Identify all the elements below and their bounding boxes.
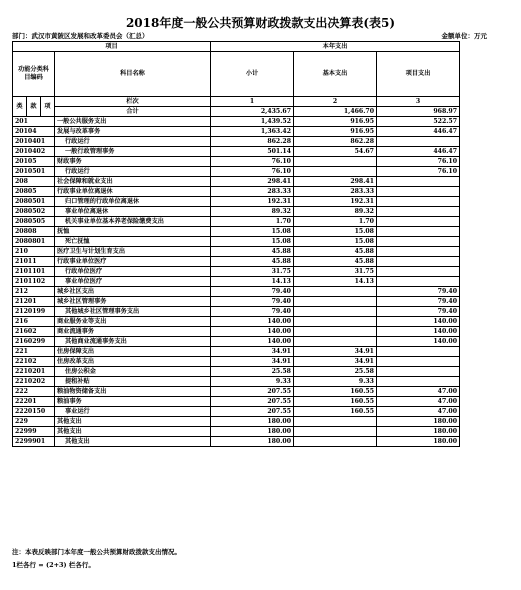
row-project: 79.40 <box>377 297 460 307</box>
row-basic <box>294 167 377 177</box>
row-subtotal: 283.33 <box>211 187 294 197</box>
table-row <box>13 137 460 147</box>
row-subtotal: 79.40 <box>211 307 294 317</box>
header-col2: 2 <box>294 97 377 107</box>
total-project: 968.97 <box>377 107 460 117</box>
row-basic <box>294 307 377 317</box>
row-subject-name: 行政事业单位离退休 <box>55 187 211 197</box>
row-project: 79.40 <box>377 307 460 317</box>
row-code: 2210201 <box>13 367 55 377</box>
row-basic: 283.33 <box>294 187 377 197</box>
row-code: 21602 <box>13 327 55 337</box>
row-code: 2080502 <box>13 207 55 217</box>
table-row <box>13 387 460 397</box>
row-subtotal: 180.00 <box>211 417 294 427</box>
table-row <box>13 347 460 357</box>
row-subject-name: 事业单位离退休 <box>55 207 211 217</box>
row-subject-name: 发展与改革事务 <box>55 127 211 137</box>
table-row <box>13 437 460 447</box>
table-row <box>13 417 460 427</box>
row-subtotal: 207.55 <box>211 407 294 417</box>
row-project <box>377 197 460 207</box>
header-xiang: 项 <box>41 97 55 117</box>
row-code: 2010501 <box>13 167 55 177</box>
header-func-code: 功能分类科目编码 <box>13 52 55 97</box>
total-label: 合计 <box>55 107 211 117</box>
row-subtotal: 45.88 <box>211 257 294 267</box>
row-code: 20104 <box>13 127 55 137</box>
report-title: 2018年度一般公共预算财政拨款支出决算表(表5) <box>125 16 396 30</box>
row-project <box>377 207 460 217</box>
row-project: 522.57 <box>377 117 460 127</box>
row-subtotal: 14.13 <box>211 277 294 287</box>
header-column-index: 栏次 <box>55 97 211 107</box>
row-project <box>377 247 460 257</box>
row-subject-name: 一般公共服务支出 <box>55 117 211 127</box>
row-subtotal: 192.31 <box>211 197 294 207</box>
row-subtotal: 501.14 <box>211 147 294 157</box>
row-project <box>377 377 460 387</box>
row-code: 21011 <box>13 257 55 267</box>
row-code: 2080801 <box>13 237 55 247</box>
row-code: 2101101 <box>13 267 55 277</box>
table-row <box>13 357 460 367</box>
row-code: 21201 <box>13 297 55 307</box>
table-row <box>13 197 460 207</box>
row-project <box>377 257 460 267</box>
row-subject-name: 其他支出 <box>55 427 211 437</box>
row-subtotal: 140.00 <box>211 317 294 327</box>
row-code: 210 <box>13 247 55 257</box>
row-code: 2120199 <box>13 307 55 317</box>
row-subtotal: 15.08 <box>211 227 294 237</box>
row-code: 2160299 <box>13 337 55 347</box>
header-col1: 1 <box>211 97 294 107</box>
row-code: 2210202 <box>13 377 55 387</box>
footnote-2: 1栏各行 = (2+3) 栏各行。 <box>12 561 95 569</box>
expenditure-table <box>12 41 460 447</box>
row-basic <box>294 327 377 337</box>
row-project <box>377 217 460 227</box>
row-basic: 1.70 <box>294 217 377 227</box>
row-project <box>377 237 460 247</box>
row-subject-name: 事业运行 <box>55 407 211 417</box>
row-basic: 916.95 <box>294 127 377 137</box>
row-project <box>377 357 460 367</box>
table-row <box>13 177 460 187</box>
header-col3: 3 <box>377 97 460 107</box>
row-code: 22102 <box>13 357 55 367</box>
row-subtotal: 1,363.42 <box>211 127 294 137</box>
row-basic: 15.08 <box>294 237 377 247</box>
table-row <box>13 217 460 227</box>
row-code: 22999 <box>13 427 55 437</box>
row-subject-name: 行政单位医疗 <box>55 267 211 277</box>
row-subtotal: 31.75 <box>211 267 294 277</box>
table-row <box>13 397 460 407</box>
row-project: 140.00 <box>377 337 460 347</box>
table-row <box>13 427 460 437</box>
row-project: 76.10 <box>377 167 460 177</box>
row-subject-name: 机关事业单位基本养老保险缴费支出 <box>55 217 211 227</box>
row-basic: 9.33 <box>294 377 377 387</box>
table-row <box>13 127 460 137</box>
row-subject-name: 提租补贴 <box>55 377 211 387</box>
row-project: 180.00 <box>377 437 460 447</box>
row-subtotal: 25.58 <box>211 367 294 377</box>
row-code: 2220150 <box>13 407 55 417</box>
row-project: 446.47 <box>377 127 460 137</box>
row-subject-name: 商业流通事务 <box>55 327 211 337</box>
row-basic: 160.55 <box>294 387 377 397</box>
row-basic <box>294 297 377 307</box>
row-project: 446.47 <box>377 147 460 157</box>
row-subtotal: 89.32 <box>211 207 294 217</box>
header-basic: 基本支出 <box>294 52 377 97</box>
row-basic <box>294 427 377 437</box>
row-basic: 54.67 <box>294 147 377 157</box>
table-row <box>13 167 460 177</box>
row-code: 212 <box>13 287 55 297</box>
row-project <box>377 177 460 187</box>
row-project: 76.10 <box>377 157 460 167</box>
row-subject-name: 其他商业流通事务支出 <box>55 337 211 347</box>
row-subject-name: 行政运行 <box>55 167 211 177</box>
row-basic <box>294 437 377 447</box>
row-basic: 34.91 <box>294 347 377 357</box>
row-subtotal: 76.10 <box>211 167 294 177</box>
row-project: 180.00 <box>377 417 460 427</box>
row-subject-name: 住房公积金 <box>55 367 211 377</box>
row-basic: 34.91 <box>294 357 377 367</box>
row-code: 208 <box>13 177 55 187</box>
table-row <box>13 407 460 417</box>
table-row <box>13 367 460 377</box>
row-subtotal: 140.00 <box>211 337 294 347</box>
row-code: 221 <box>13 347 55 357</box>
header-project-exp: 项目支出 <box>377 52 460 97</box>
row-code: 2080505 <box>13 217 55 227</box>
table-row <box>13 187 460 197</box>
table-row <box>13 377 460 387</box>
row-project <box>377 227 460 237</box>
header-current-year: 本年支出 <box>211 42 460 52</box>
row-project <box>377 277 460 287</box>
row-code: 2010402 <box>13 147 55 157</box>
row-subject-name: 行政事业单位医疗 <box>55 257 211 267</box>
row-basic: 862.28 <box>294 137 377 147</box>
row-project <box>377 267 460 277</box>
row-subject-name: 归口管理的行政单位离退休 <box>55 197 211 207</box>
row-basic: 89.32 <box>294 207 377 217</box>
table-row <box>13 247 460 257</box>
table-row <box>13 227 460 237</box>
row-basic: 14.13 <box>294 277 377 287</box>
footnote-1: 注：本表反映部门本年度一般公共预算财政拨款支出情况。 <box>12 548 181 556</box>
row-basic: 160.55 <box>294 407 377 417</box>
total-subtotal: 2,435.67 <box>211 107 294 117</box>
row-subject-name: 行政运行 <box>55 137 211 147</box>
table-row <box>13 327 460 337</box>
row-subtotal: 180.00 <box>211 437 294 447</box>
row-code: 20105 <box>13 157 55 167</box>
row-subtotal: 862.28 <box>211 137 294 147</box>
row-code: 20805 <box>13 187 55 197</box>
row-basic: 15.08 <box>294 227 377 237</box>
row-subject-name: 城乡社区管理事务 <box>55 297 211 307</box>
row-basic <box>294 337 377 347</box>
row-project: 47.00 <box>377 397 460 407</box>
row-subject-name: 事业单位医疗 <box>55 277 211 287</box>
row-project: 140.00 <box>377 317 460 327</box>
row-code: 20808 <box>13 227 55 237</box>
row-basic: 45.88 <box>294 247 377 257</box>
row-subject-name: 商业服务业等支出 <box>55 317 211 327</box>
header-project: 项目 <box>13 42 211 52</box>
row-subject-name: 其他城乡社区管理事务支出 <box>55 307 211 317</box>
row-subject-name: 住房保障支出 <box>55 347 211 357</box>
row-project: 47.00 <box>377 387 460 397</box>
table-row <box>13 337 460 347</box>
row-project: 180.00 <box>377 427 460 437</box>
row-subtotal: 207.55 <box>211 397 294 407</box>
row-basic: 916.95 <box>294 117 377 127</box>
row-project: 79.40 <box>377 287 460 297</box>
row-subtotal: 1,439.52 <box>211 117 294 127</box>
table-row <box>13 237 460 247</box>
row-basic <box>294 417 377 427</box>
row-subtotal: 1.70 <box>211 217 294 227</box>
row-subject-name: 抚恤 <box>55 227 211 237</box>
row-code: 2101102 <box>13 277 55 287</box>
row-code: 2299901 <box>13 437 55 447</box>
row-subtotal: 207.55 <box>211 387 294 397</box>
row-code: 22201 <box>13 397 55 407</box>
table-row <box>13 267 460 277</box>
table-row <box>13 277 460 287</box>
row-subject-name: 粮油物资储备支出 <box>55 387 211 397</box>
table-row <box>13 307 460 317</box>
row-subject-name: 财政事务 <box>55 157 211 167</box>
row-subtotal: 34.91 <box>211 347 294 357</box>
row-subject-name: 死亡抚恤 <box>55 237 211 247</box>
row-subtotal: 15.08 <box>211 237 294 247</box>
row-basic <box>294 317 377 327</box>
row-subject-name: 其他支出 <box>55 417 211 427</box>
row-code: 229 <box>13 417 55 427</box>
row-project <box>377 137 460 147</box>
row-subtotal: 45.88 <box>211 247 294 257</box>
unit-label: 金额单位：万元 <box>441 32 487 40</box>
row-code: 222 <box>13 387 55 397</box>
row-project: 140.00 <box>377 327 460 337</box>
row-subject-name: 医疗卫生与计划生育支出 <box>55 247 211 257</box>
row-subject-name: 其他支出 <box>55 437 211 447</box>
header-subject-name: 科目名称 <box>55 52 211 97</box>
total-basic: 1,466.70 <box>294 107 377 117</box>
row-subtotal: 9.33 <box>211 377 294 387</box>
table-row <box>13 297 460 307</box>
row-subtotal: 76.10 <box>211 157 294 167</box>
table-row <box>13 117 460 127</box>
row-subject-name: 城乡社区支出 <box>55 287 211 297</box>
table-row <box>13 207 460 217</box>
row-subtotal: 79.40 <box>211 297 294 307</box>
row-subject-name: 粮油事务 <box>55 397 211 407</box>
row-project <box>377 347 460 357</box>
row-subtotal: 140.00 <box>211 327 294 337</box>
row-basic: 192.31 <box>294 197 377 207</box>
row-code: 201 <box>13 117 55 127</box>
table-row <box>13 317 460 327</box>
row-basic: 160.55 <box>294 397 377 407</box>
table-row <box>13 257 460 267</box>
row-subtotal: 180.00 <box>211 427 294 437</box>
row-basic <box>294 287 377 297</box>
row-project <box>377 187 460 197</box>
table-row <box>13 147 460 157</box>
row-basic: 45.88 <box>294 257 377 267</box>
row-basic: 298.41 <box>294 177 377 187</box>
row-code: 216 <box>13 317 55 327</box>
header-lei: 类 <box>13 97 27 117</box>
row-subject-name: 住房改革支出 <box>55 357 211 367</box>
table-row <box>13 287 460 297</box>
header-subtotal: 小计 <box>211 52 294 97</box>
row-code: 2080501 <box>13 197 55 207</box>
row-basic: 31.75 <box>294 267 377 277</box>
row-subtotal: 298.41 <box>211 177 294 187</box>
row-project: 47.00 <box>377 407 460 417</box>
row-subtotal: 79.40 <box>211 287 294 297</box>
row-basic: 25.58 <box>294 367 377 377</box>
row-code: 2010401 <box>13 137 55 147</box>
row-subject-name: 社会保障和就业支出 <box>55 177 211 187</box>
row-subtotal: 34.91 <box>211 357 294 367</box>
header-kuan: 款 <box>27 97 41 117</box>
department-label: 部门：武汉市黄陂区发展和改革委员会（汇总） <box>12 32 149 40</box>
table-row <box>13 157 460 167</box>
row-project <box>377 367 460 377</box>
row-basic <box>294 157 377 167</box>
row-subject-name: 一般行政管理事务 <box>55 147 211 157</box>
